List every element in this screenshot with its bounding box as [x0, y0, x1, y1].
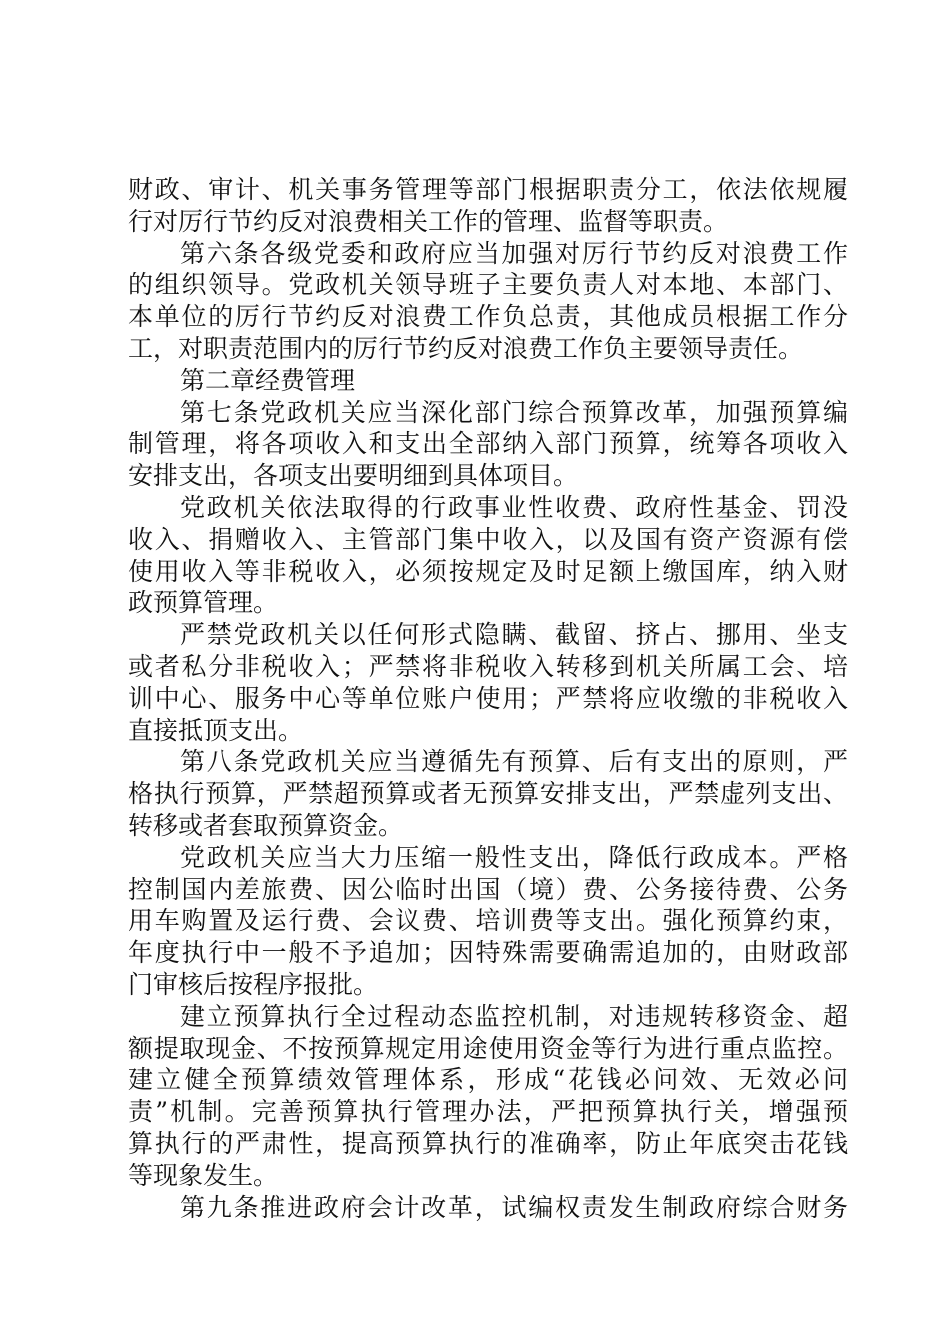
text-line: 制管理，将各项收入和支出全部纳入部门预算，统筹各项收入 — [128, 429, 848, 459]
text-line: 控制国内差旅费、因公临时出国（境）费、公务接待费、公务 — [128, 874, 848, 904]
document-body — [128, 174, 848, 1223]
text-line: 额提取现金、不按预算规定用途使用资金等行为进行重点监控。 — [128, 1033, 848, 1063]
text-line: 的组织领导。党政机关领导班子主要负责人对本地、本部门、 — [128, 270, 848, 300]
text-line: 安排支出，各项支出要明细到具体项目。 — [128, 461, 579, 491]
text-line: 严禁党政机关以任何形式隐瞒、截留、挤占、挪用、坐支 — [180, 620, 848, 650]
text-line: 转移或者套取预算资金。 — [128, 810, 404, 840]
text-line: 直接抵顶支出。 — [128, 715, 304, 745]
text-line: 等现象发生。 — [128, 1160, 279, 1190]
text-line: 党政机关依法取得的行政事业性收费、政府性基金、罚没 — [180, 492, 848, 522]
text-line: 工，对职责范围内的厉行节约反对浪费工作负主要领导责任。 — [128, 333, 804, 363]
text-line: 党政机关应当大力压缩一般性支出，降低行政成本。严格 — [180, 842, 848, 872]
text-line: 第六条各级党委和政府应当加强对厉行节约反对浪费工作 — [180, 238, 848, 268]
text-line: 年度执行中一般不予追加；因特殊需要确需追加的，由财政部 — [128, 938, 848, 968]
text-line: 本单位的厉行节约反对浪费工作负总责，其他成员根据工作分 — [128, 302, 848, 332]
text-line: 或者私分非税收入；严禁将非税收入转移到机关所属工会、培 — [128, 651, 848, 681]
text-line: 使用收入等非税收入，必须按规定及时足额上缴国库，纳入财 — [128, 556, 848, 586]
text-line: 第七条党政机关应当深化部门综合预算改革，加强预算编 — [180, 397, 848, 427]
text-line: 财政、审计、机关事务管理等部门根据职责分工，依法依规履 — [128, 175, 848, 204]
text-line: 门审核后按程序报批。 — [128, 969, 379, 999]
text-line: 用车购置及运行费、会议费、培训费等支出。强化预算约束， — [128, 906, 848, 936]
text-line: 格执行预算，严禁超预算或者无预算安排支出，严禁虚列支出、 — [128, 779, 848, 809]
text-line: 收入、捐赠收入、主管部门集中收入，以及国有资产资源有偿 — [128, 524, 848, 554]
text-line: 建立健全预算绩效管理体系，形成“花钱必问效、无效必问 — [128, 1065, 848, 1095]
text-line: 第二章经费管理 — [180, 365, 356, 395]
text-line: 第八条党政机关应当遵循先有预算、后有支出的原则，严 — [180, 747, 848, 777]
text-line: 训中心、服务中心等单位账户使用；严禁将应收缴的非税收入 — [128, 683, 848, 713]
text-line: 政预算管理。 — [128, 588, 279, 618]
text-line: 算执行的严肃性，提高预算执行的准确率，防止年底突击花钱 — [128, 1128, 848, 1158]
text-line: 建立预算执行全过程动态监控机制，对违规转移资金、超 — [180, 1001, 848, 1031]
text-line: 责”机制。完善预算执行管理办法，严把预算执行关，增强预 — [128, 1097, 848, 1127]
text-line: 第九条推进政府会计改革，试编权责发生制政府综合财务 — [180, 1192, 848, 1222]
text-line: 行对厉行节约反对浪费相关工作的管理、监督等职责。 — [128, 206, 729, 236]
